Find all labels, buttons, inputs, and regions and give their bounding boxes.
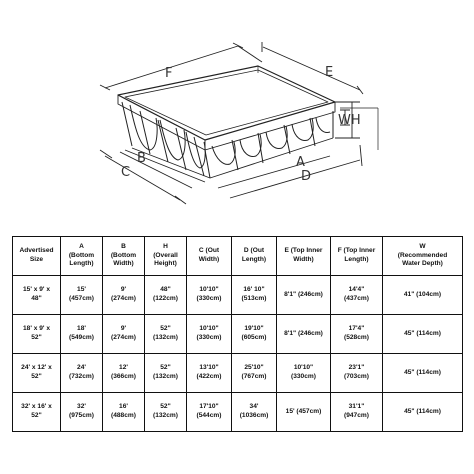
cell-w: 45" (114cm) bbox=[383, 393, 463, 432]
cell-d: 34' (1036cm) bbox=[232, 393, 277, 432]
cell-w: 41" (104cm) bbox=[383, 276, 463, 315]
dimension-lines bbox=[100, 42, 378, 204]
label-E: E bbox=[325, 65, 334, 80]
header-e: E (Top Inner Width) bbox=[277, 237, 331, 276]
header-b: B (Bottom Width) bbox=[103, 237, 145, 276]
header-h: H (Overall Height) bbox=[145, 237, 187, 276]
header-c: C (Out Width) bbox=[187, 237, 232, 276]
pool-dimension-diagram bbox=[0, 0, 474, 225]
cell-c: 13'10" (422cm) bbox=[187, 354, 232, 393]
header-w: W (Recommended Water Depth) bbox=[383, 237, 463, 276]
cell-size: 32' x 16' x 52" bbox=[13, 393, 61, 432]
cell-a: 32' (975cm) bbox=[61, 393, 103, 432]
cell-b: 16' (488cm) bbox=[103, 393, 145, 432]
header-f: F (Top Inner Length) bbox=[331, 237, 383, 276]
cell-h: 52" (132cm) bbox=[145, 393, 187, 432]
cell-h: 52" (132cm) bbox=[145, 354, 187, 393]
cell-d: 25'10" (767cm) bbox=[232, 354, 277, 393]
header-a: A (Bottom Length) bbox=[61, 237, 103, 276]
cell-f: 31'1" (947cm) bbox=[331, 393, 383, 432]
cell-c: 10'10" (330cm) bbox=[187, 315, 232, 354]
cell-w: 45" (114cm) bbox=[383, 354, 463, 393]
cell-d: 16' 10" (513cm) bbox=[232, 276, 277, 315]
table-row bbox=[13, 315, 463, 354]
label-B: B bbox=[137, 151, 146, 166]
label-C: C bbox=[121, 165, 131, 180]
cell-f: 17'4" (528cm) bbox=[331, 315, 383, 354]
header-advertised-size: Advertised Size bbox=[13, 237, 61, 276]
cell-size: 18' x 9' x 52" bbox=[13, 315, 61, 354]
label-A: A bbox=[296, 155, 305, 170]
table-header-row bbox=[13, 237, 463, 276]
table-row bbox=[13, 276, 463, 315]
cell-b: 12' (366cm) bbox=[103, 354, 145, 393]
cell-a: 15' (457cm) bbox=[61, 276, 103, 315]
pool-size-table bbox=[12, 236, 463, 432]
cell-size: 24' x 12' x 52" bbox=[13, 354, 61, 393]
cell-e: 10'10" (330cm) bbox=[277, 354, 331, 393]
cell-a: 24' (732cm) bbox=[61, 354, 103, 393]
cell-e: 15' (457cm) bbox=[277, 393, 331, 432]
cell-h: 52" (132cm) bbox=[145, 315, 187, 354]
cell-f: 23'1" (703cm) bbox=[331, 354, 383, 393]
cell-a: 18' (549cm) bbox=[61, 315, 103, 354]
cell-c: 10'10" (330cm) bbox=[187, 276, 232, 315]
cell-e: 8'1" (246cm) bbox=[277, 276, 331, 315]
cell-size: 15' x 9' x 48" bbox=[13, 276, 61, 315]
pool-top-rim bbox=[118, 66, 335, 150]
cell-b: 9' (274cm) bbox=[103, 276, 145, 315]
cell-b: 9' (274cm) bbox=[103, 315, 145, 354]
cell-c: 17'10" (544cm) bbox=[187, 393, 232, 432]
table-row bbox=[13, 354, 463, 393]
label-WH: WH bbox=[338, 113, 361, 128]
cell-e: 8'1" (246cm) bbox=[277, 315, 331, 354]
cell-f: 14'4" (437cm) bbox=[331, 276, 383, 315]
label-F: F bbox=[165, 66, 173, 81]
cell-d: 19'10" (605cm) bbox=[232, 315, 277, 354]
table-row bbox=[13, 393, 463, 432]
label-D: D bbox=[301, 169, 312, 184]
header-d: D (Out Length) bbox=[232, 237, 277, 276]
cell-h: 48" (122cm) bbox=[145, 276, 187, 315]
cell-w: 45" (114cm) bbox=[383, 315, 463, 354]
